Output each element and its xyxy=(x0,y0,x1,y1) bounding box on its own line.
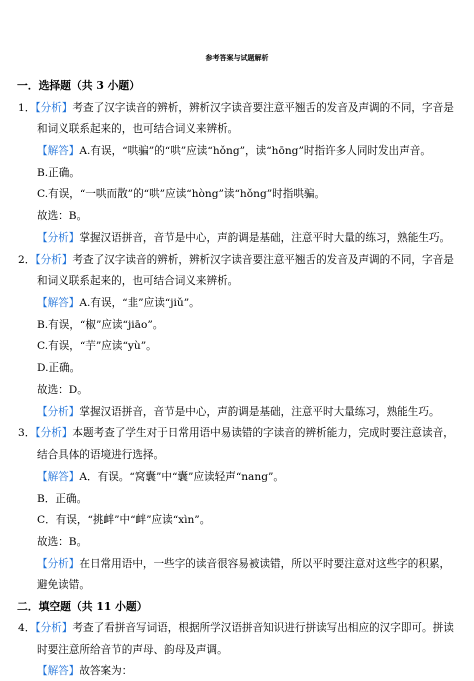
q1-answer-b: B.正确。 xyxy=(37,167,80,179)
q2-analysis-line xyxy=(18,250,454,270)
q2-analysis-text: 考查了汉字读音的辨析，辨析汉字读音要注意平翘舌的发音及声调的不同，字音是 xyxy=(72,254,454,266)
q2-answer-d: D.正确。 xyxy=(37,362,81,374)
q2-answer-line xyxy=(37,293,200,313)
q1-review-text: 掌握汉语拼音，音节是中心，声韵调是基础，注意平时大量的练习，熟能生巧。 xyxy=(79,232,451,244)
q1-review-line xyxy=(37,228,450,248)
q1-analysis-cont: 和词义联系起来的，也可结合词义来辨析。 xyxy=(37,123,239,135)
answer-tag: 【解答】 xyxy=(37,471,80,483)
answer-tag: 【解答】 xyxy=(37,665,80,677)
q2-analysis-cont: 和词义联系起来的，也可结合词义来辨析。 xyxy=(37,275,239,287)
analysis-tag: 【分析】 xyxy=(35,102,73,114)
section-heading-choice: 一．选择题（共 3 小题） xyxy=(17,79,140,92)
q2-review-line xyxy=(37,402,440,422)
q1-answer-text: A.有误，“哄骗”的“哄”应读“hǒng”，读“hōng”时指许多人同时发出声音。 xyxy=(79,145,431,157)
q2-number: 2． xyxy=(18,254,36,266)
analysis-tag: 【分析】 xyxy=(35,427,73,439)
q3-analysis-text: 本题考查了学生对于日常用语中易读错的字读音的辨析能力，完成时要注意读音， xyxy=(72,427,454,439)
q1-number: 1． xyxy=(18,102,36,114)
page-title: 参考答案与试题解析 xyxy=(205,53,269,62)
q3-number: 3． xyxy=(18,427,36,439)
answer-tag: 【解答】 xyxy=(37,297,80,309)
q2-choice: 故选：D。 xyxy=(37,384,88,396)
q3-answer-text: A．有误。“窝囊”中“囊”应读轻声“nang”。 xyxy=(79,471,284,483)
q4-analysis-cont: 时要注意所给音节的声母、韵母及声调。 xyxy=(37,644,228,656)
q1-analysis-line xyxy=(18,98,454,118)
q4-answer-text: 故答案为： xyxy=(79,665,133,677)
q1-answer-c: C.有误，“一哄而散”的“哄”应读“hòng”读“hǒng”时指哄骗。 xyxy=(37,188,326,200)
q3-answer-b: B．正确。 xyxy=(37,493,88,505)
q1-answer-line xyxy=(37,141,431,161)
q3-answer-line xyxy=(37,467,284,487)
answer-tag: 【解答】 xyxy=(37,145,80,157)
q3-answer-c: C．有误，“挑衅”中“衅”应读“xìn”。 xyxy=(37,514,211,526)
analysis-tag: 【分析】 xyxy=(35,254,73,266)
analysis-tag: 【分析】 xyxy=(37,406,80,418)
q3-review-line xyxy=(37,554,450,574)
q2-answer-text: A.有误，“韭”应读“jiǔ”。 xyxy=(79,297,200,309)
q2-review-text: 掌握汉语拼音，音节是中心，声韵调是基础，注意平时大量练习，熟能生巧。 xyxy=(79,406,440,418)
q2-answer-c: C.有误，“芋”应读“yù”。 xyxy=(37,340,157,352)
q3-review-cont: 避免读错。 xyxy=(37,579,90,591)
analysis-tag: 【分析】 xyxy=(35,622,73,634)
q4-answer-line xyxy=(37,661,132,681)
q3-analysis-cont: 结合具体的语境进行选择。 xyxy=(37,449,165,461)
q3-review-text: 在日常用语中，一些字的读音很容易被读错，所以平时要注意对这些字的积累， xyxy=(79,558,451,570)
analysis-tag: 【分析】 xyxy=(37,232,80,244)
q3-choice: 故选：B。 xyxy=(37,536,88,548)
q4-analysis-text: 考查了看拼音写词语，根据所学汉语拼音知识进行拼读写出相应的汉字即可。拼读 xyxy=(72,622,454,634)
q1-analysis-text: 考查了汉字读音的辨析，辨析汉字读音要注意平翘舌的发音及声调的不同，字音是 xyxy=(72,102,454,114)
q1-choice: 故选：B。 xyxy=(37,210,88,222)
q2-answer-b: B.有误，“椒”应读“jiāo”。 xyxy=(37,319,164,331)
q4-analysis-line xyxy=(18,618,454,638)
analysis-tag: 【分析】 xyxy=(37,558,80,570)
q3-analysis-line xyxy=(18,423,454,443)
section-heading-fill: 二．填空题（共 11 小题） xyxy=(17,600,148,613)
q4-number: 4． xyxy=(18,622,36,634)
